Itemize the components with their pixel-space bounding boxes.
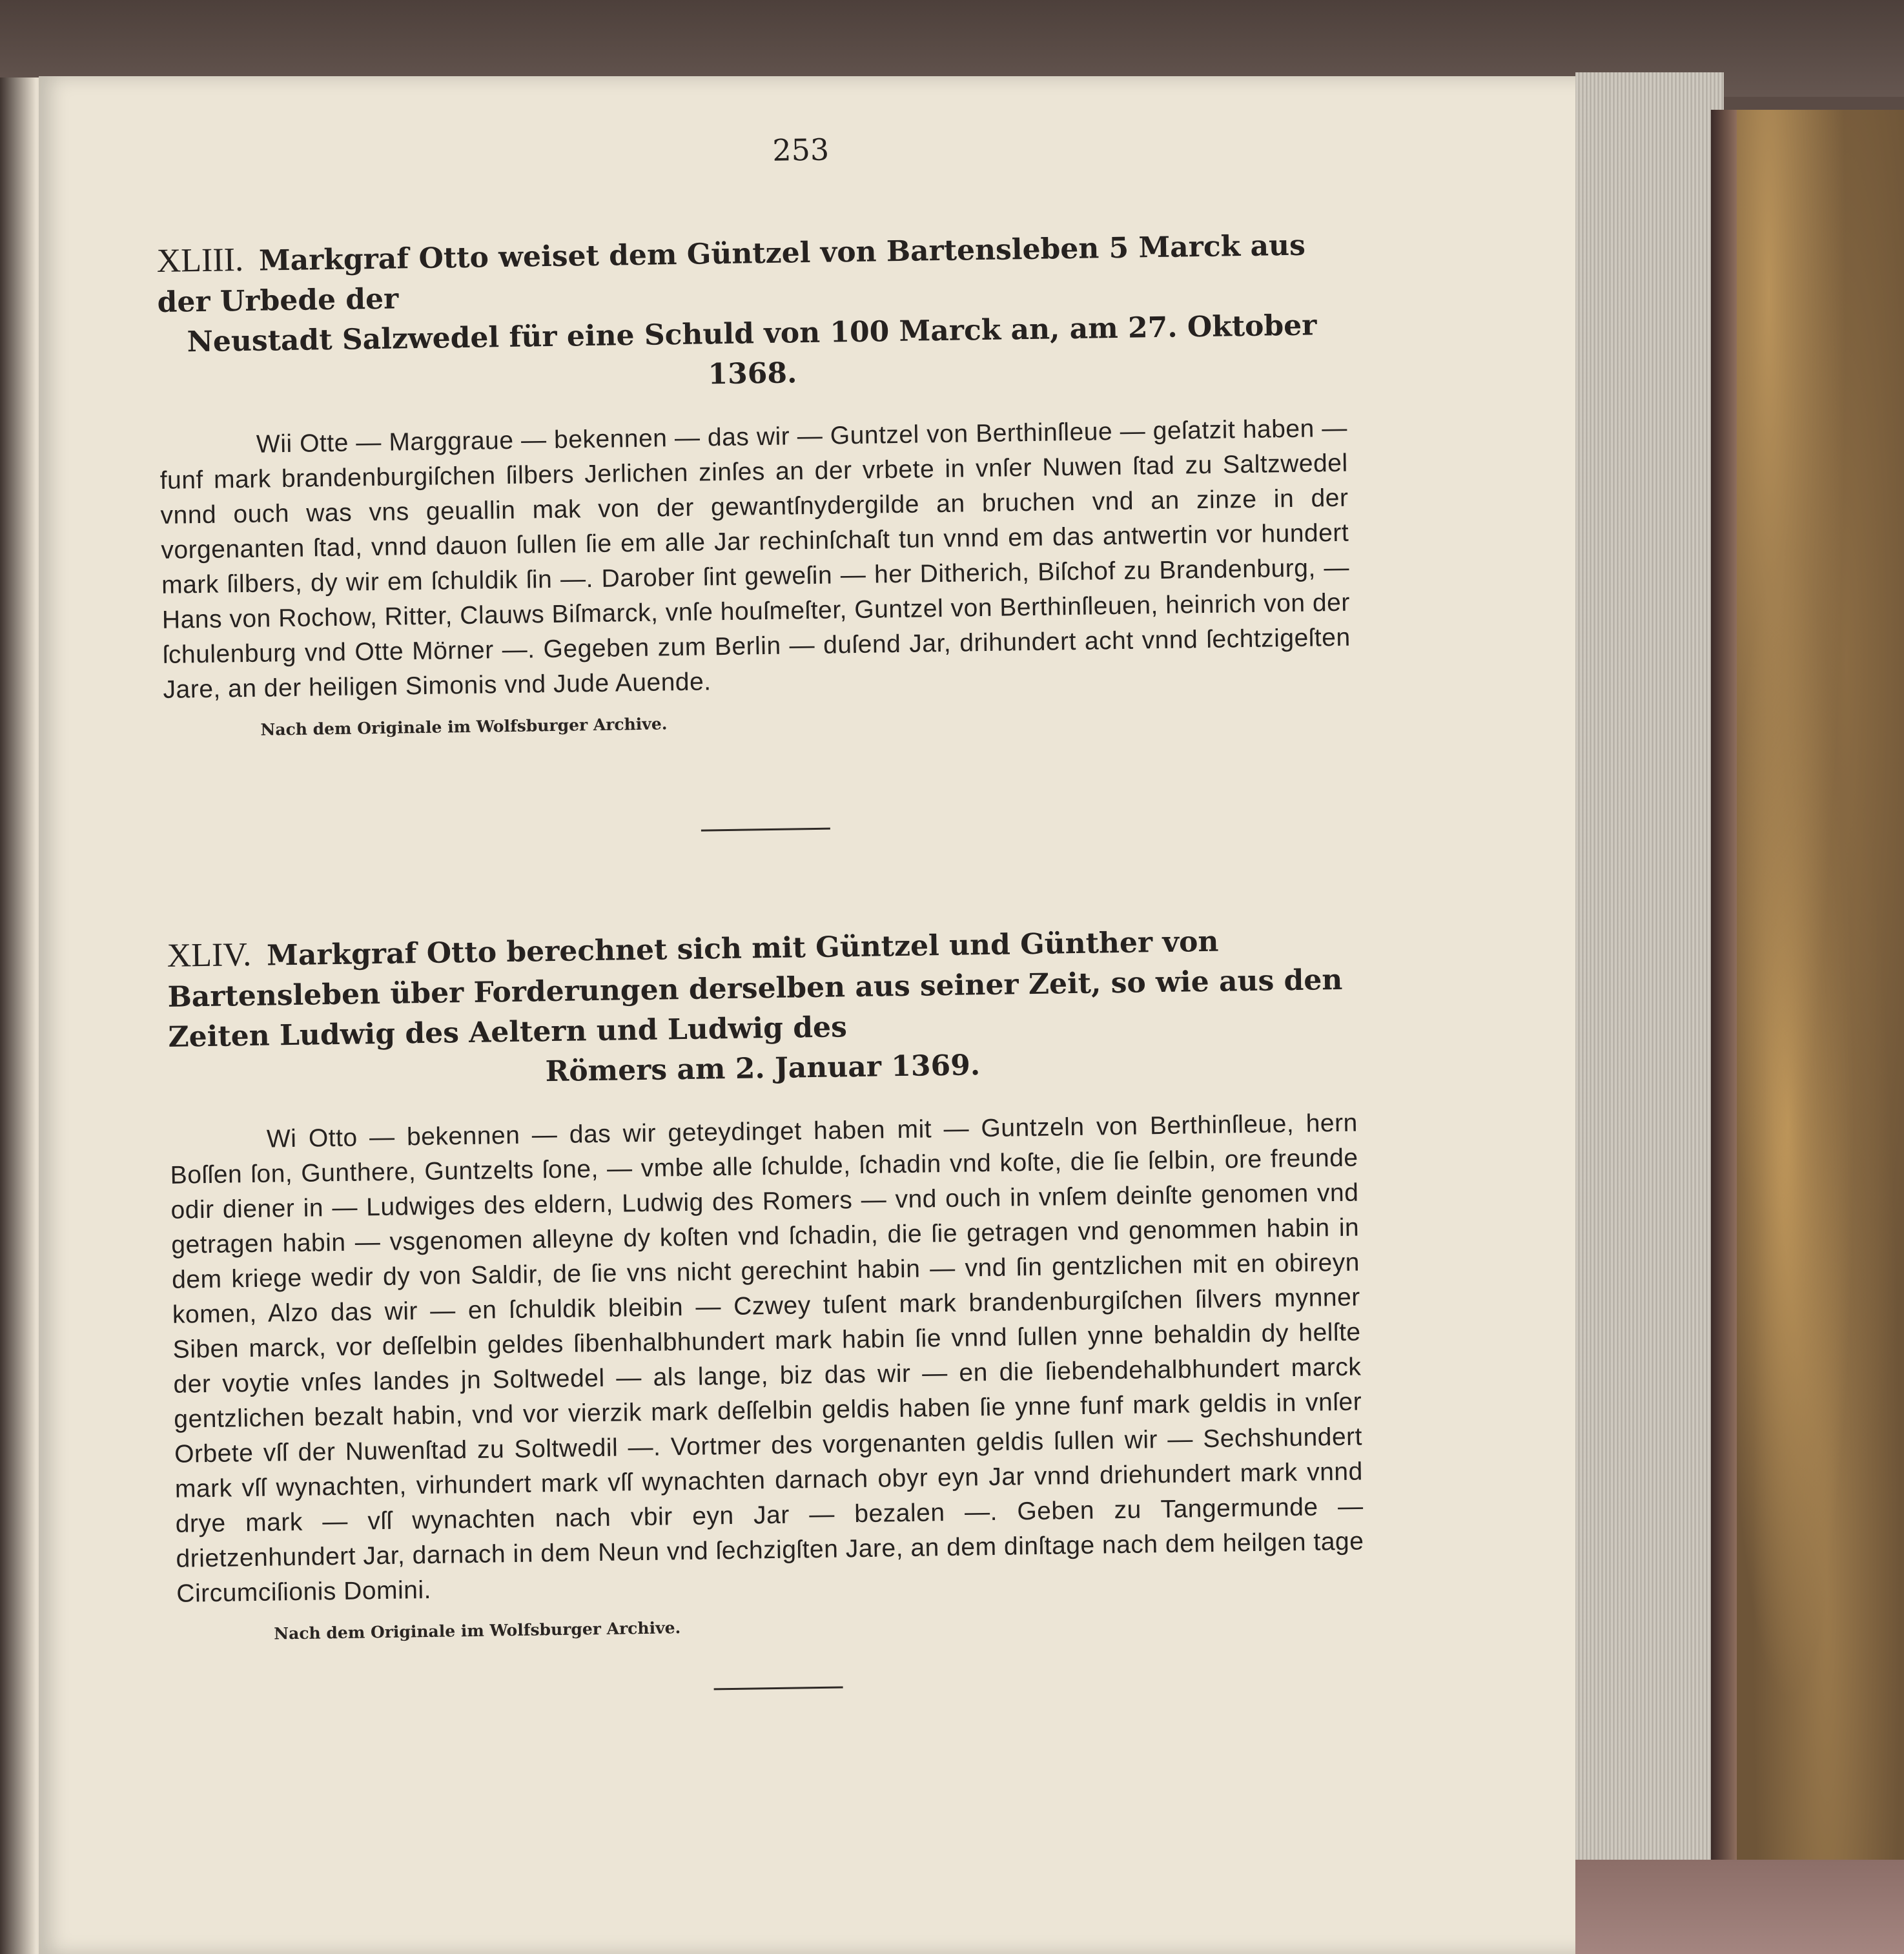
heading-line-1: Markgraf Otto weiset dem Güntzel von Bartensleben 5 Marck aus der Urbede der (157, 229, 1306, 319)
document-xliii (156, 224, 1351, 741)
document-body: Wii Otte — Marggraue — bekennen — das wir — Guntzel von Berthinſleue — geſatzit haben — funf mark brandenburgiſchen ſilbers Jerlichen zinſes an der vrbete in vnſer Nuwen ſtad zu Saltzwedel vnnd ouch was vns geuallin mak von der gewantſnydergilde an bruchen vnd an zinze in der vorgenanten ſtad, vnnd dauon ſullen ſie em alle Jar rechinſchaſt tun vnnd em das antwertin vor hundert mark ſilbers, dy wir em ſchuldik ſin —. Darober ſint geweſin — her Ditherich, Biſchof zu Brandenburg, — Hans von Rochow, Ritter, Clauws Biſmarck, vnſe houſmeſter, Guntzel von Berthinſleuen, heinrich von der ſchulenburg vnd Otte Mörner —. Gegeben zum Berlin — duſend Jar, drihundert acht vnnd ſechtzigeſten Jare, an der heiligen Simonis vnd Jude Auende. (159, 414, 1351, 704)
marbled-cover (1711, 110, 1904, 1954)
document-heading (156, 224, 1347, 403)
page-content (155, 125, 1366, 1698)
source-note: Nach dem Originale im Wolfsburger Archive. (274, 1618, 681, 1643)
page-number: 253 (772, 132, 830, 168)
document-numeral: XLIII. (156, 241, 244, 280)
heading-line-1: Markgraf Otto berechnet sich mit Güntzel und Günther von Bartensleben über Forderungen derselben aus seiner Zeit, so wie aus den Zeiten Ludwig des Aeltern und Ludwig des (167, 925, 1343, 1054)
document-heading (167, 919, 1357, 1098)
document-xliv (167, 919, 1365, 1645)
cover-bottom (1575, 1860, 1904, 1954)
document-body: Wi Otto — bekennen — das wir geteydinget haben mit — Guntzeln von Berthinſleue, hern Boſſen ſon, Gunthere, Guntzelts ſone, — vmbe alle ſchulde, ſchadin vnd koſte, die ſie ſelbin, ore freunde odir diener in — Ludwiges des eldern, Ludwig des Romers — vnd ouch in vnſem deinſte genomen vnd getragen habin — vsgenomen alleyne dy koſten vnd ſchadin, die ſie getragen vnd genommen habin in dem kriege wedir dy von Saldir, de ſie vns nicht gerechint habin — vnd ſin gentzlichen mit en obireyn komen, Alzo das wir — en ſchuldik bleibin — Czwey tuſent mark brandenburgiſchen ſilvers mynner Siben marck, vor deſſelbin geldes ſibenhalbhundert mark habin ſie vnnd ſullen ynne behaldin dy helſte der voytie vnſes landes jn Soltwedel — als lange, biz das wir — en die ſiebendehalbhundert marck gentzlichen bezalt habin, vnd vor vierzik mark deſſelbin geldis haben ſie ynne funf mark geldis in vnſer Orbete vſſ der Nuwenſtad zu Soltwedil —. Vortmer des vorgenanten geldis ſullen wir — Sechshundert mark vſſ wynachten, virhundert mark vſſ wynachten darnach obyr eyn Jar vnnd driehundert mark vnnd drye mark — vſſ wynachten nach vbir eyn Jar — bezalen —. Geben zu Tangermunde — drietzenhundert Jar, darnach in dem Neun vnd ſechzigſten Jare, an dem dinſtage nach dem heilgen tage Circumciſionis Domini. (170, 1109, 1364, 1608)
cover-spine (1711, 110, 1737, 1954)
heading-line-2: Römers am 2. Januar 1369. (545, 1049, 981, 1089)
document-numeral: XLIV. (167, 936, 252, 974)
source-note: Nach dem Originale im Wolfsburger Archive. (260, 714, 668, 739)
page-block-edges (1575, 72, 1724, 1913)
section-divider (701, 828, 830, 832)
heading-line-2: Neustadt Salzwedel für eine Schuld von 100 Marck an, am 27. Oktober 1368. (187, 309, 1317, 391)
